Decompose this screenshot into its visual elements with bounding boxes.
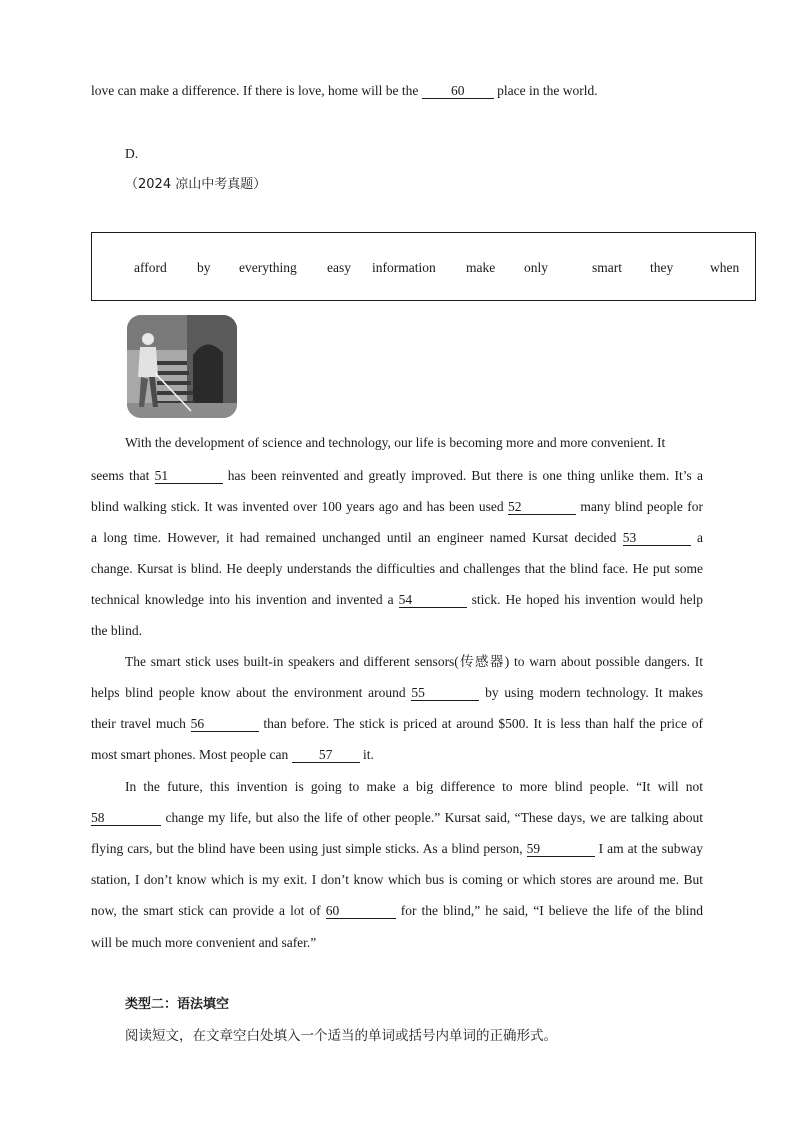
- passage-line: [91, 684, 703, 702]
- passage-line: [91, 809, 703, 827]
- section-title: 类型二：语法填空: [125, 997, 230, 1012]
- word-bank-item: smart: [592, 260, 622, 275]
- blind-man-illustration: [127, 315, 237, 418]
- answer-blank[interactable]: 53: [623, 530, 691, 546]
- text-segment: it.: [359, 747, 374, 762]
- word-bank-item: only: [524, 260, 549, 275]
- word-bank-item: make: [466, 260, 496, 275]
- word-bank-item: easy: [327, 260, 351, 275]
- text-segment: many blind people for: [576, 499, 703, 514]
- section-label: D.: [125, 146, 139, 161]
- answer-blank[interactable]: 51: [155, 468, 223, 484]
- word-bank-box: [91, 232, 756, 301]
- passage-line: The smart stick uses built-in speakers and different sensors(传感器) to warn about possible dangers. It: [125, 654, 703, 669]
- text-segment: has been reinvented and greatly improved. But there is one thing unlike them. It’s a: [222, 468, 703, 483]
- answer-blank[interactable]: 59: [527, 841, 595, 857]
- passage-line: change. Kursat is blind. He deeply understands the difficulties and challenges that the blind face. He put some: [91, 561, 703, 576]
- text-segment: helps blind people know about the environment around: [91, 685, 412, 700]
- passage-line: [91, 840, 703, 858]
- text-segment: their travel much: [91, 716, 191, 731]
- text-segment: a long time. However, it had remained unchanged until an engineer named Kursat decided: [91, 530, 623, 545]
- word-bank-item: when: [710, 260, 740, 275]
- text-segment: a: [690, 530, 703, 545]
- text-segment: seems that: [91, 468, 155, 483]
- passage-line: [91, 715, 703, 733]
- passage-line: [91, 82, 598, 100]
- text-segment: love can make a difference. If there is love, home will be the: [91, 83, 422, 98]
- word-bank-item: by: [197, 260, 211, 275]
- passage-line: [91, 902, 703, 920]
- word-bank-item: everything: [239, 260, 297, 275]
- passage-line: [91, 529, 703, 547]
- passage-line: [91, 467, 703, 485]
- text-segment: stick. He hoped his invention would help: [466, 592, 703, 607]
- text-segment: flying cars, but the blind have been using just simple sticks. As a blind person,: [91, 841, 527, 856]
- answer-blank[interactable]: 52: [508, 499, 576, 515]
- word-bank-item: they: [650, 260, 674, 275]
- answer-blank[interactable]: 60: [422, 83, 494, 99]
- answer-blank[interactable]: 57: [292, 747, 360, 763]
- section-instruction: 阅读短文，在文章空白处填入一个适当的单词或括号内单词的正确形式。: [125, 1028, 557, 1044]
- text-segment: technical knowledge into his invention and invented a: [91, 592, 399, 607]
- passage-line: the blind.: [91, 623, 142, 638]
- passage-line: will be much more convenient and safer.”: [91, 935, 317, 950]
- word-bank-item: afford: [134, 260, 167, 275]
- text-segment: than before. The stick is priced at around $500. It is less than half the price of: [258, 716, 703, 731]
- text-segment: place in the world.: [493, 83, 598, 98]
- source-note: （2024 凉山中考真题）: [125, 177, 267, 192]
- word-bank-item: information: [372, 260, 436, 275]
- blind-man-photo: [127, 315, 237, 418]
- answer-blank[interactable]: 60: [326, 903, 396, 919]
- text-segment: by using modern technology. It makes: [479, 685, 704, 700]
- text-segment: most smart phones. Most people can: [91, 747, 292, 762]
- text-segment: for the blind,” he said, “I believe the life of the blind: [395, 903, 703, 918]
- passage-line: station, I don’t know which is my exit. I don’t know which bus is coming or which stores are around me. But: [91, 872, 703, 887]
- answer-blank[interactable]: 56: [191, 716, 259, 732]
- passage-line: [91, 498, 703, 516]
- text-segment: I am at the subway: [594, 841, 704, 856]
- passage-line: [91, 591, 703, 609]
- answer-blank[interactable]: 54: [399, 592, 467, 608]
- text-segment: now, the smart stick can provide a lot of: [91, 903, 326, 918]
- text-segment: change my life, but also the life of other people.” Kursat said, “These days, we are talking about: [161, 810, 703, 825]
- answer-blank[interactable]: 55: [411, 685, 479, 701]
- text-segment: blind walking stick. It was invented over 100 years ago and has been used: [91, 499, 509, 514]
- passage-line: With the development of science and technology, our life is becoming more and more convenient. It: [125, 435, 666, 450]
- answer-blank[interactable]: 58: [91, 810, 161, 826]
- passage-line: In the future, this invention is going to make a big difference to more blind people. “It will not: [125, 779, 703, 794]
- passage-line: [91, 746, 374, 764]
